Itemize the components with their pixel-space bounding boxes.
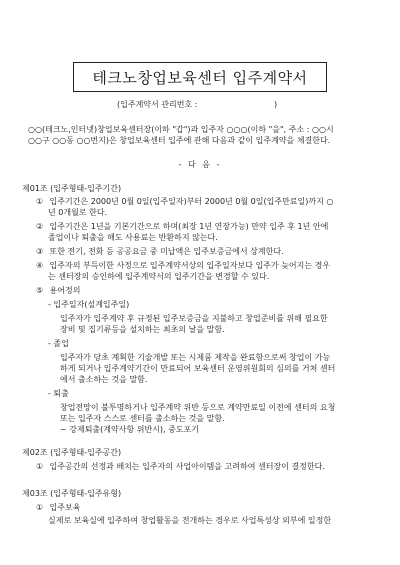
- section-heading: - 다 음 -: [178, 160, 222, 169]
- definition-desc: ~ 강제퇴출(계약사항 위반시), 중도포기: [60, 425, 200, 434]
- article-1-heading: 제01조 (입주형태-입주기간): [22, 184, 122, 193]
- article-1-item: ③ 또한 전기, 전화 등 공공요금 중 미납액은 입주보증금에서 상계한다.: [36, 247, 284, 256]
- definition-term: - 입주일자(설계입주일): [48, 300, 130, 309]
- contract-number-label: (입주계약서 관리번호 :: [117, 100, 198, 109]
- article-3-heading: 제03조 (입주형태-입주유형): [22, 489, 122, 498]
- contract-number-close: ): [274, 100, 278, 109]
- article-1-item-cont: 는 센터장의 승인하에 입주계약서의 입주기간을 변경할 수 있다.: [48, 272, 270, 281]
- definition-desc: 창업전망이 불투명하거나 입주계약 위반 등으로 계약만료일 이전에 센터의 요청: [60, 403, 336, 412]
- definition-desc: 에서 출소하는 것을 말함.: [60, 375, 148, 384]
- article-2-item: ① 입주공간의 선정과 배치는 입주자의 사업아이템을 고려하여 센터장이 결정한다.: [36, 462, 325, 471]
- article-1-item-cont: 년 0개월로 한다.: [48, 208, 108, 217]
- contract-number-line: [117, 100, 278, 110]
- article-1-item-cont: 졸업이나 퇴출을 해도 사용료는 반환하지 않는다.: [48, 233, 218, 242]
- definition-desc: 입주자가 당초 계획한 기술개발 또는 시제품 제작을 완료함으로써 창업이 가능: [60, 353, 331, 362]
- definition-term: - 퇴출: [48, 389, 69, 398]
- definition-desc: 하게 되거나 입주계약기간이 만료되어 보육센터 운영위원회의 심의를 거쳐 센터: [60, 364, 336, 373]
- article-3-item: ① 입주보육: [36, 503, 81, 512]
- article-1-item: ⑤ 용어정의: [36, 286, 81, 295]
- intro-line-1: ○○(테크노,인터넷)창업보육센터장(이하 "갑")과 입주자 ○○○(이하 "을", 주소 : ○○시: [28, 125, 334, 134]
- definition-desc: 장비 및 집기류등을 설치하는 최초의 날을 말함.: [60, 325, 225, 334]
- article-2-heading: 제02조 (입주형태-입주공간): [22, 448, 122, 457]
- definition-desc: 입주자가 입주계약 후 규정된 입주보증금을 지불하고 창업준비를 위해 필요한: [60, 314, 328, 323]
- article-1-item: ② 입주기간은 1년을 기본기간으로 하며(최장 1년 연장가능) 만약 입주 후 1년 안에: [36, 222, 329, 231]
- definition-term: - 졸업: [48, 339, 69, 348]
- article-1-item: ④ 입주자의 부득이한 사정으로 입주계약서상의 입주일자보다 입주가 늦어지는 경우: [36, 261, 331, 270]
- article-1-item: ① 입주기간은 2000년 0월 0일(입주일자)부터 2000년 0월 0일(입주만료일)까지 ○: [36, 197, 334, 206]
- document-title: 테크노창업보육센터 입주계약서: [73, 62, 327, 92]
- intro-line-2: ○○구 ○○동 ○○번지)은 창업보육센터 입주에 관해 다음과 같이 입주계약을 체결한다.: [28, 136, 331, 145]
- definition-desc: 또는 입주자 스스로 센터를 출소하는 것을 말함.: [60, 414, 225, 423]
- article-3-item-cont: 실제로 보육실에 입주하여 창업활동을 전개하는 경우로 사업특성상 외부에 일정한: [48, 516, 332, 525]
